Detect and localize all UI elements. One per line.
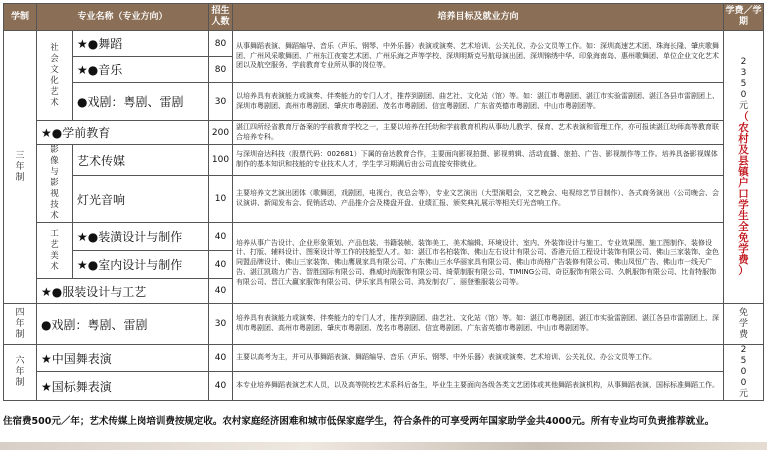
quota-decoration: 40 (209, 223, 233, 251)
major-decoration: ★●装潢设计与制作 (73, 223, 209, 251)
desc-preschool: 湛江四所经省教育厅备案的学前教育学校之一，主要以培养在托幼和学前教育机构从事幼儿教学、保育、艺术表演和管理工作，亦可报读湛江幼师高等教育联合培养专科。 (233, 121, 724, 145)
header-major: 专业名称（专业方向） (37, 4, 209, 31)
fee-four-year: 免 学 费 (724, 304, 764, 345)
quota-lighting: 10 (209, 176, 233, 223)
quota-drama: 30 (209, 83, 233, 121)
table-row (4, 372, 764, 401)
footer-note: 住宿费500元／年；艺术传媒上岗培训费按规定收。农村家庭经济困难和城市低保家庭学生，符合条件的可享受两年国家助学金共4000元。所有专业均可负责推荐就业。 (3, 416, 715, 427)
category-film: 影 像 与 影 视 技 术 (37, 145, 73, 223)
fee-amount: 2 3 5 0 元 (739, 57, 749, 111)
major-ballroom: ★国标舞表演 (37, 372, 209, 401)
system-three-year: 三 年 制 (4, 31, 37, 304)
major-drama-four: ●戏剧：粤剧、雷剧 (37, 304, 209, 345)
desc-drama: 以培养具有表演能力或演奏、伴奏能力的专门人才，推荐到剧团、曲艺社、文化站（馆）等。如：湛江市粤剧团、湛江市实验雷剧团、湛江各县市雷剧团上、深圳市粤剧团、高州市粤剧团、肇庆市粤剧团、茂名市粤剧团、信宜粤剧团、广东省英德市粤剧团、中山市粤剧团等。 (233, 83, 724, 121)
bottom-photo-strip (0, 442, 767, 450)
table-row (4, 145, 764, 176)
program-table (3, 3, 764, 401)
table-row (4, 223, 764, 251)
desc-design: 培养从事广告设计、企业形象策划、产品包装、书籍装帧、装饰美工、美术编辑、环境设计、室内、外装饰设计与施工、专业效果图、施工图制作、装修设计、打版、辅料设计、图案设计等工作的技能型人才。如：湛江市名柏装饰、佛山左右设计有限公司、香港元佰工程设计装饰有限公司、佛山三家装饰、金色同盟品牌设计、佛山三家装饰、佛山鹰晟家具有限公司、广东佛山三水华丽家具有限公司、佛山市尚格广告装修有限公司、佛山凤恒广告、佛山市一线天广告、湛江凯瑞力广告、智胜国际有限公司、鼎威时尚服饰有限公司、绮蒙制服有限公司、TIMING公司、奇臣服饰有限公司、久帆服饰有限公司、比肯特服饰有限公司、晋江大赢家服饰有限公司、伊乐家具有限公司、鸿发制衣厂、丽登雅服装公司等。 (233, 223, 724, 304)
table-row (4, 121, 764, 145)
header-fee: 学费／学期 (724, 4, 764, 31)
major-preschool: ★●学前教育 (37, 121, 209, 145)
major-music: ★●音乐 (73, 57, 209, 83)
table-row (4, 345, 764, 372)
quota-ballroom: 40 (209, 372, 233, 401)
quota-preschool: 200 (209, 121, 233, 145)
major-drama: ●戏剧：粤剧、雷剧 (73, 83, 209, 121)
quota-fashion: 40 (209, 279, 233, 304)
header-system: 学制 (4, 4, 37, 31)
quota-music: 80 (209, 57, 233, 83)
desc-ballroom: 本专业培养舞蹈表演艺术人员，以及高等院校艺术系科后备生，毕业生主要面向各级各类文艺团体或其他舞蹈表演机构，从事舞蹈表演、国标标准舞蹈工作。 (233, 372, 724, 401)
quota-interior: 40 (209, 251, 233, 279)
category-craft: 工 艺 美 术 (37, 223, 73, 279)
desc-chinese-dance: 主要以高考为主，并可从事舞蹈表演、舞蹈编导、音乐（声乐、钢琴、中外乐器）表演或演奏、艺术培训、公关礼仪、办公文员等工作。 (233, 345, 724, 372)
major-chinese-dance: ★中国舞表演 (37, 345, 209, 372)
table-row (4, 176, 764, 223)
table-row (4, 83, 764, 121)
quota-chinese-dance: 40 (209, 345, 233, 372)
header-row (4, 4, 764, 31)
fee-six-year: 2 5 0 0 元 (724, 345, 764, 401)
category-social: 社 会 文 化 艺 术 (37, 31, 73, 121)
fee-note: （ 农 村 及 县 镇 户 口 学 生 全 免 学 费 ） (738, 111, 749, 277)
fee-three-year (724, 31, 764, 304)
table-row (4, 304, 764, 345)
header-goal: 培养目标及就业方向 (233, 4, 724, 31)
system-four-year: 四 年 制 (4, 304, 37, 345)
desc-media: 与深圳奋达科技（股票代码：002681）下属的奋达教育合作，主要面向影视拍摄、影视剪辑、活动直播、旅拍、广告、影视制作等工作。培养具备影视媒体制作的基本知识和技能的专业技术人才，学生学习期满后由公司直接安排就业。 (233, 145, 724, 176)
major-media: 艺术传媒 (73, 145, 209, 176)
major-interior: ★●室内设计与制作 (73, 251, 209, 279)
desc-dance-music: 从事舞蹈表演、舞蹈编导、音乐（声乐、钢琴、中外乐器）表演或演奏、艺术培训、公关礼仪、办公文员等工作。如：深圳高速艺术团、珠海长隆、肇庆歌舞团、广州风采歌舞团、广州东江夜宴艺术团、广州乐海之声等学校、深圳明斯克号航母演出团、深圳锦绣中华、印象海南岛、惠州歌舞团、单位企业文化艺术团以及航空服务、学前教育专业所从事的岗位等。 (233, 31, 724, 83)
desc-lighting: 主要培养文艺演出团体（歌舞团，戏剧团，电视台，夜总会等），专业文艺演出（大型演唱会，文艺晚会、电视综艺节目制作）、各式商务演出（公司晚会、会议演讲、新闻发布会、促销活动、产品推介会及楼盘开盘、业绩汇报、颁奖典礼展示等相关灯光音响工作。 (233, 176, 724, 223)
major-dance: ★●舞蹈 (73, 31, 209, 57)
table-row (4, 31, 764, 57)
desc-drama-four: 培养具有表演能力或演奏、伴奏能力的专门人才，推荐到剧团、曲艺社、文化站（馆）等。如：湛江市粤剧团、湛江市实验雷剧团、湛江各县市雷剧团上、深圳市粤剧团、高州市粤剧团、肇庆市粤剧团、茂名市粤剧团、信宜粤剧团、广东省英德市粤剧团、中山市粤剧团等。 (233, 304, 724, 345)
major-fashion: ★●服装设计与工艺 (37, 279, 209, 304)
quota-drama-four: 30 (209, 304, 233, 345)
major-lighting: 灯光音响 (73, 176, 209, 223)
quota-dance: 80 (209, 31, 233, 57)
header-quota: 招生人数 (209, 4, 233, 31)
system-six-year: 六 年 制 (4, 345, 37, 401)
quota-media: 100 (209, 145, 233, 176)
